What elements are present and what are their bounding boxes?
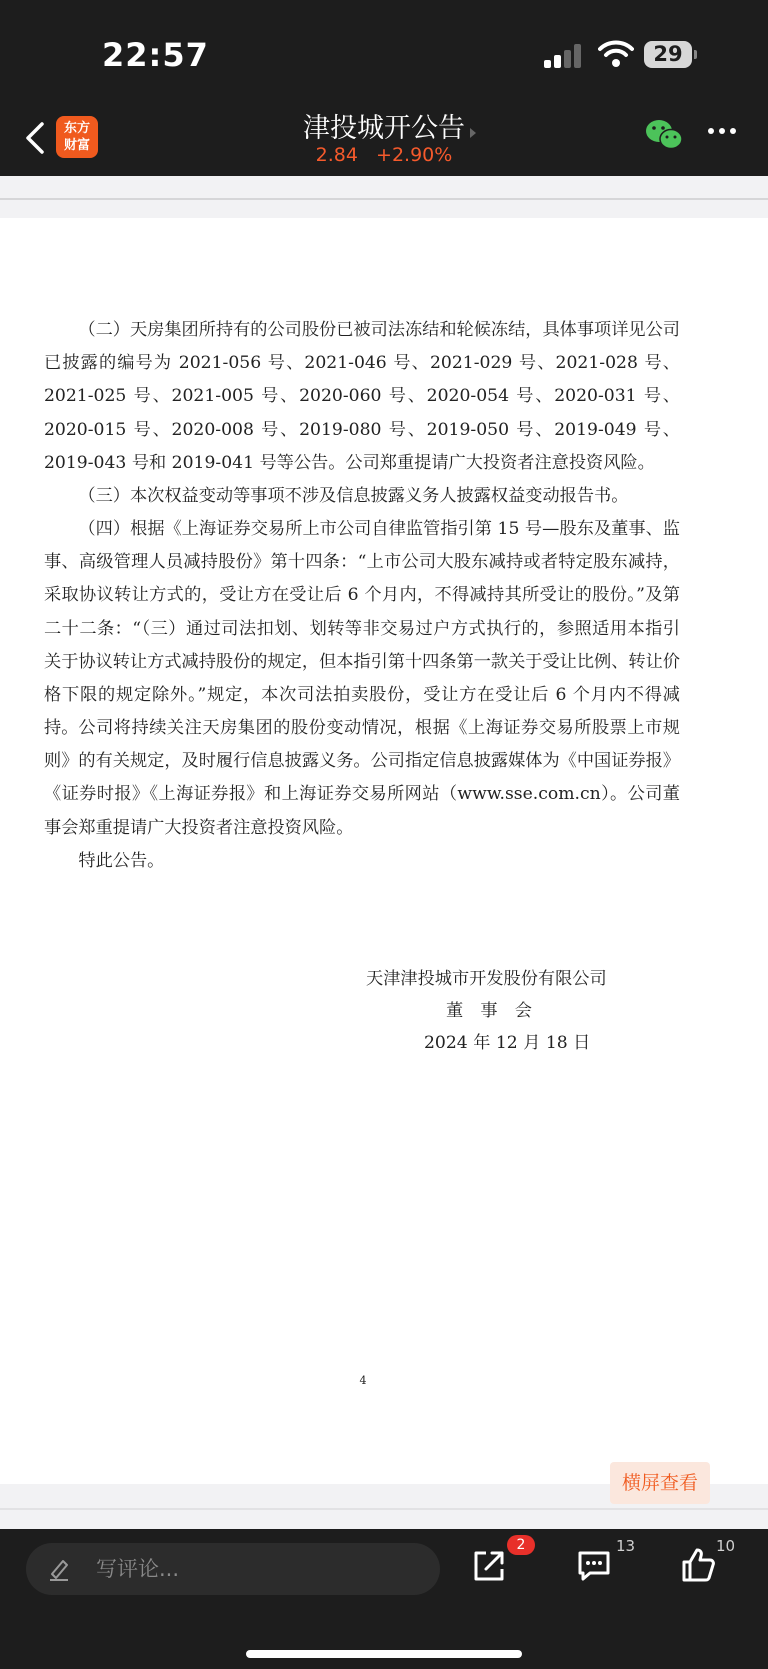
page-divider (0, 198, 768, 200)
paragraph-disclosure: 公司将持续关注天房集团的股份变动情况，根据《上海证券交易所股票上市规则》的有关规定，及时履行信息披露义务。公司指定信息披露媒体为《中国证券报》《证券时报》《上海证券报》和上海证券交易所网站（www.sse.com.cn）。公司董事会郑重提请广大投资者注意投资风险。 (44, 718, 680, 838)
home-indicator[interactable] (246, 1650, 522, 1658)
share-badge: 2 (507, 1535, 535, 1555)
paragraph-two: （二）天房集团所持有的公司股份已被司法冻结和轮候冻结，具体事项详见公司已披露的编号为 2021-056 号、2021-046 号、2021-029 号、2021-028 号、2021-025 号、2021-005 号、2020-060 号、2020-054 号、2020-031 号、2020-015 号、2020-008 号、2019-080 号、2019-050 号、2019-049 号、2019-043 号和 2019-041 号等公告。公司郑重提请广大投资者注意投资风险。 (44, 320, 680, 473)
document-viewer[interactable] (0, 176, 768, 1529)
page-bottom-divider (0, 1508, 768, 1529)
wifi-icon (598, 40, 634, 68)
paragraph-four: （四）根据《上海证券交易所上市公司自律监管指引第 15 号—股东及董事、监事、高级管理人员减持股份》第十四条：“上市公司大股东减持或者特定股东减持，采取协议转让方式的，受让方在受让后 6 个月内，不得减持其所受让的股份。”及第二十二条：“（三）通过司法扣划、划转等非交易过户方式执行的，参照适用本指引关于协议转让方式减持股份的规定，但本指引第十四条第一款关于受让比例、转让价格下限的规定除外。”规定，本次司法拍卖股份，受让方在受让后 6 个月内不得减持。 (44, 519, 680, 739)
paragraph-three: （三）本次权益变动等事项不涉及信息披露义务人披露权益变动报告书。 (78, 486, 629, 506)
thumbs-up-icon[interactable] (680, 1547, 716, 1583)
share-icon[interactable] (472, 1549, 506, 1583)
pen-icon (46, 1556, 72, 1582)
more-options-icon[interactable] (708, 128, 738, 138)
price-change: +2.90% (376, 144, 453, 166)
document-page (0, 218, 768, 1484)
chevron-right-icon (470, 128, 476, 138)
signature-board: 董 事 会 (446, 1001, 532, 1021)
bottom-toolbar (0, 1529, 768, 1669)
logo-line2: 财富 (63, 138, 90, 153)
battery-tip (694, 50, 697, 59)
comment-count: 13 (616, 1537, 636, 1555)
comment-placeholder: 写评论... (96, 1557, 180, 1581)
battery-indicator: 29 (644, 41, 692, 68)
logo-line1: 东方 (63, 121, 90, 136)
like-count: 10 (716, 1537, 736, 1555)
cellular-signal-icon (544, 44, 584, 68)
clock: 22:57 (102, 36, 209, 74)
comment-bubble-icon[interactable] (576, 1549, 612, 1583)
page-title[interactable]: 津投城开公告 (303, 113, 465, 144)
comment-input[interactable] (26, 1543, 440, 1595)
status-bar (0, 0, 768, 100)
nav-bar (0, 100, 768, 176)
signature-company: 天津津投城市开发股份有限公司 (366, 969, 607, 989)
page-number: 4 (359, 1374, 367, 1387)
paragraph-closing: 特此公告。 (78, 851, 165, 871)
signature-date: 2024 年 12 月 18 日 (424, 1033, 591, 1053)
landscape-view-button[interactable]: 横屏查看 (610, 1462, 710, 1504)
stock-price: 2.84 (315, 144, 358, 166)
wechat-icon[interactable] (644, 118, 684, 152)
